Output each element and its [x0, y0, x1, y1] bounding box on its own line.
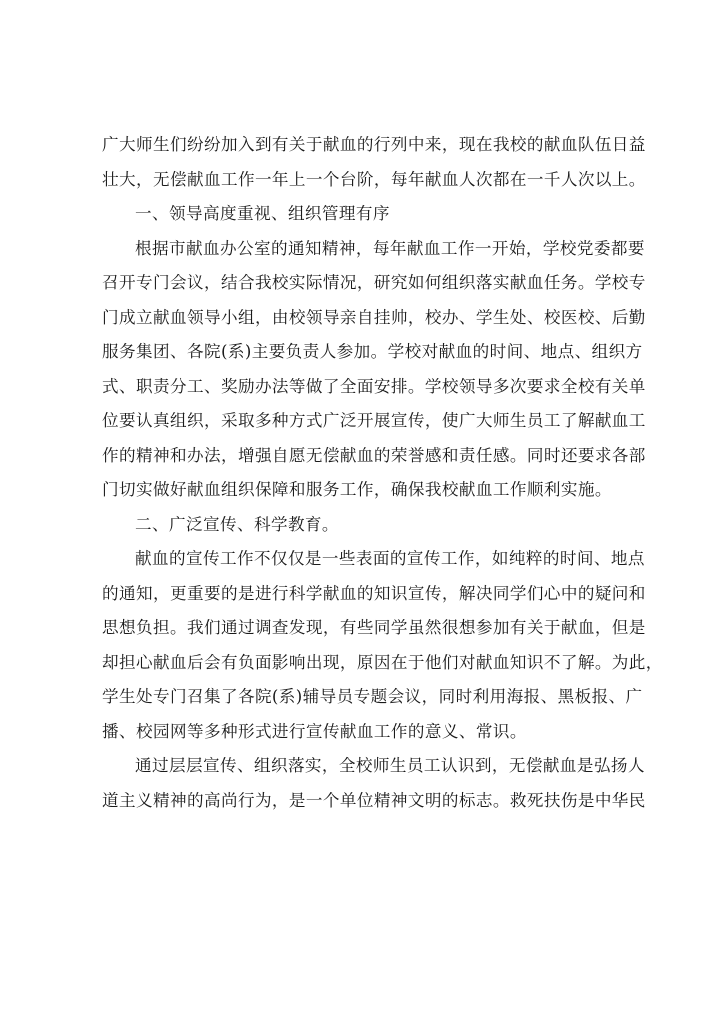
paragraph-publicity [102, 542, 663, 749]
text-line: 门成立献血领导小组，由校领导亲自挂帅，校办、学生处、校医校、后勤 [102, 307, 646, 327]
text-line: 广大师生们纷纷加入到有关于献血的行列中来，现在我校的献血队伍日益 [102, 135, 646, 154]
text-line: 却担心献血后会有负面影响出现，原因在于他们对献血知识不了解。为此， [102, 652, 663, 672]
heading-line: 二、广泛宣传、科学教育。 [135, 514, 339, 534]
text-line: 位要认真组织，采取多种方式广泛开展宣传，使广大师生员工了解献血工 [102, 411, 646, 430]
text-line: 式、职责分工、奖励办法等做了全面安排。学校领导多次要求全校有关单 [102, 376, 646, 396]
paragraph-awareness [102, 749, 646, 818]
section-heading-1 [102, 197, 618, 232]
text-line: 学生处专门召集了各院(系)辅导员专题会议，同时利用海报、黑板报、广 [102, 687, 643, 706]
text-line: 思想负担。我们通过调查发现，有些同学虽然很想参加有关于献血，但是 [102, 618, 646, 637]
heading-line: 一、领导高度重视、组织管理有序 [135, 204, 390, 223]
text-line: 召开专门会议，结合我校实际情况，研究如何组织落实献血任务。学校专 [102, 273, 646, 292]
paragraph-leadership [102, 232, 646, 508]
section-heading-2 [102, 508, 618, 543]
text-line: 道主义精神的高尚行为，是一个单位精神文明的标志。救死扶伤是中华民 [102, 790, 646, 810]
text-line: 服务集团、各院(系)主要负责人参加。学校对献血的时间、地点、组织方 [102, 342, 643, 361]
paragraph-continuation [102, 128, 646, 197]
document-body [102, 128, 663, 818]
text-line: 根据市献血办公室的通知精神，每年献血工作一开始，学校党委都要 [135, 238, 645, 258]
text-line: 的通知，更重要的是进行科学献血的知识宣传，解决同学们心中的疑问和 [102, 583, 646, 603]
text-line: 门切实做好献血组织保障和服务工作，确保我校献血工作顺利实施。 [102, 480, 612, 499]
text-line: 播、校园网等多种形式进行宣传献血工作的意义、常识。 [102, 721, 527, 741]
text-line: 献血的宣传工作不仅仅是一些表面的宣传工作，如纯粹的时间、地点 [135, 549, 645, 568]
text-line: 通过层层宣传、组织落实，全校师生员工认识到，无偿献血是弘扬人 [135, 756, 645, 775]
text-line: 作的精神和办法，增强自愿无偿献血的荣誉感和责任感。同时还要求各部 [102, 445, 646, 465]
text-line: 壮大，无偿献血工作一年上一个台阶，每年献血人次都在一千人次以上。 [102, 169, 646, 189]
